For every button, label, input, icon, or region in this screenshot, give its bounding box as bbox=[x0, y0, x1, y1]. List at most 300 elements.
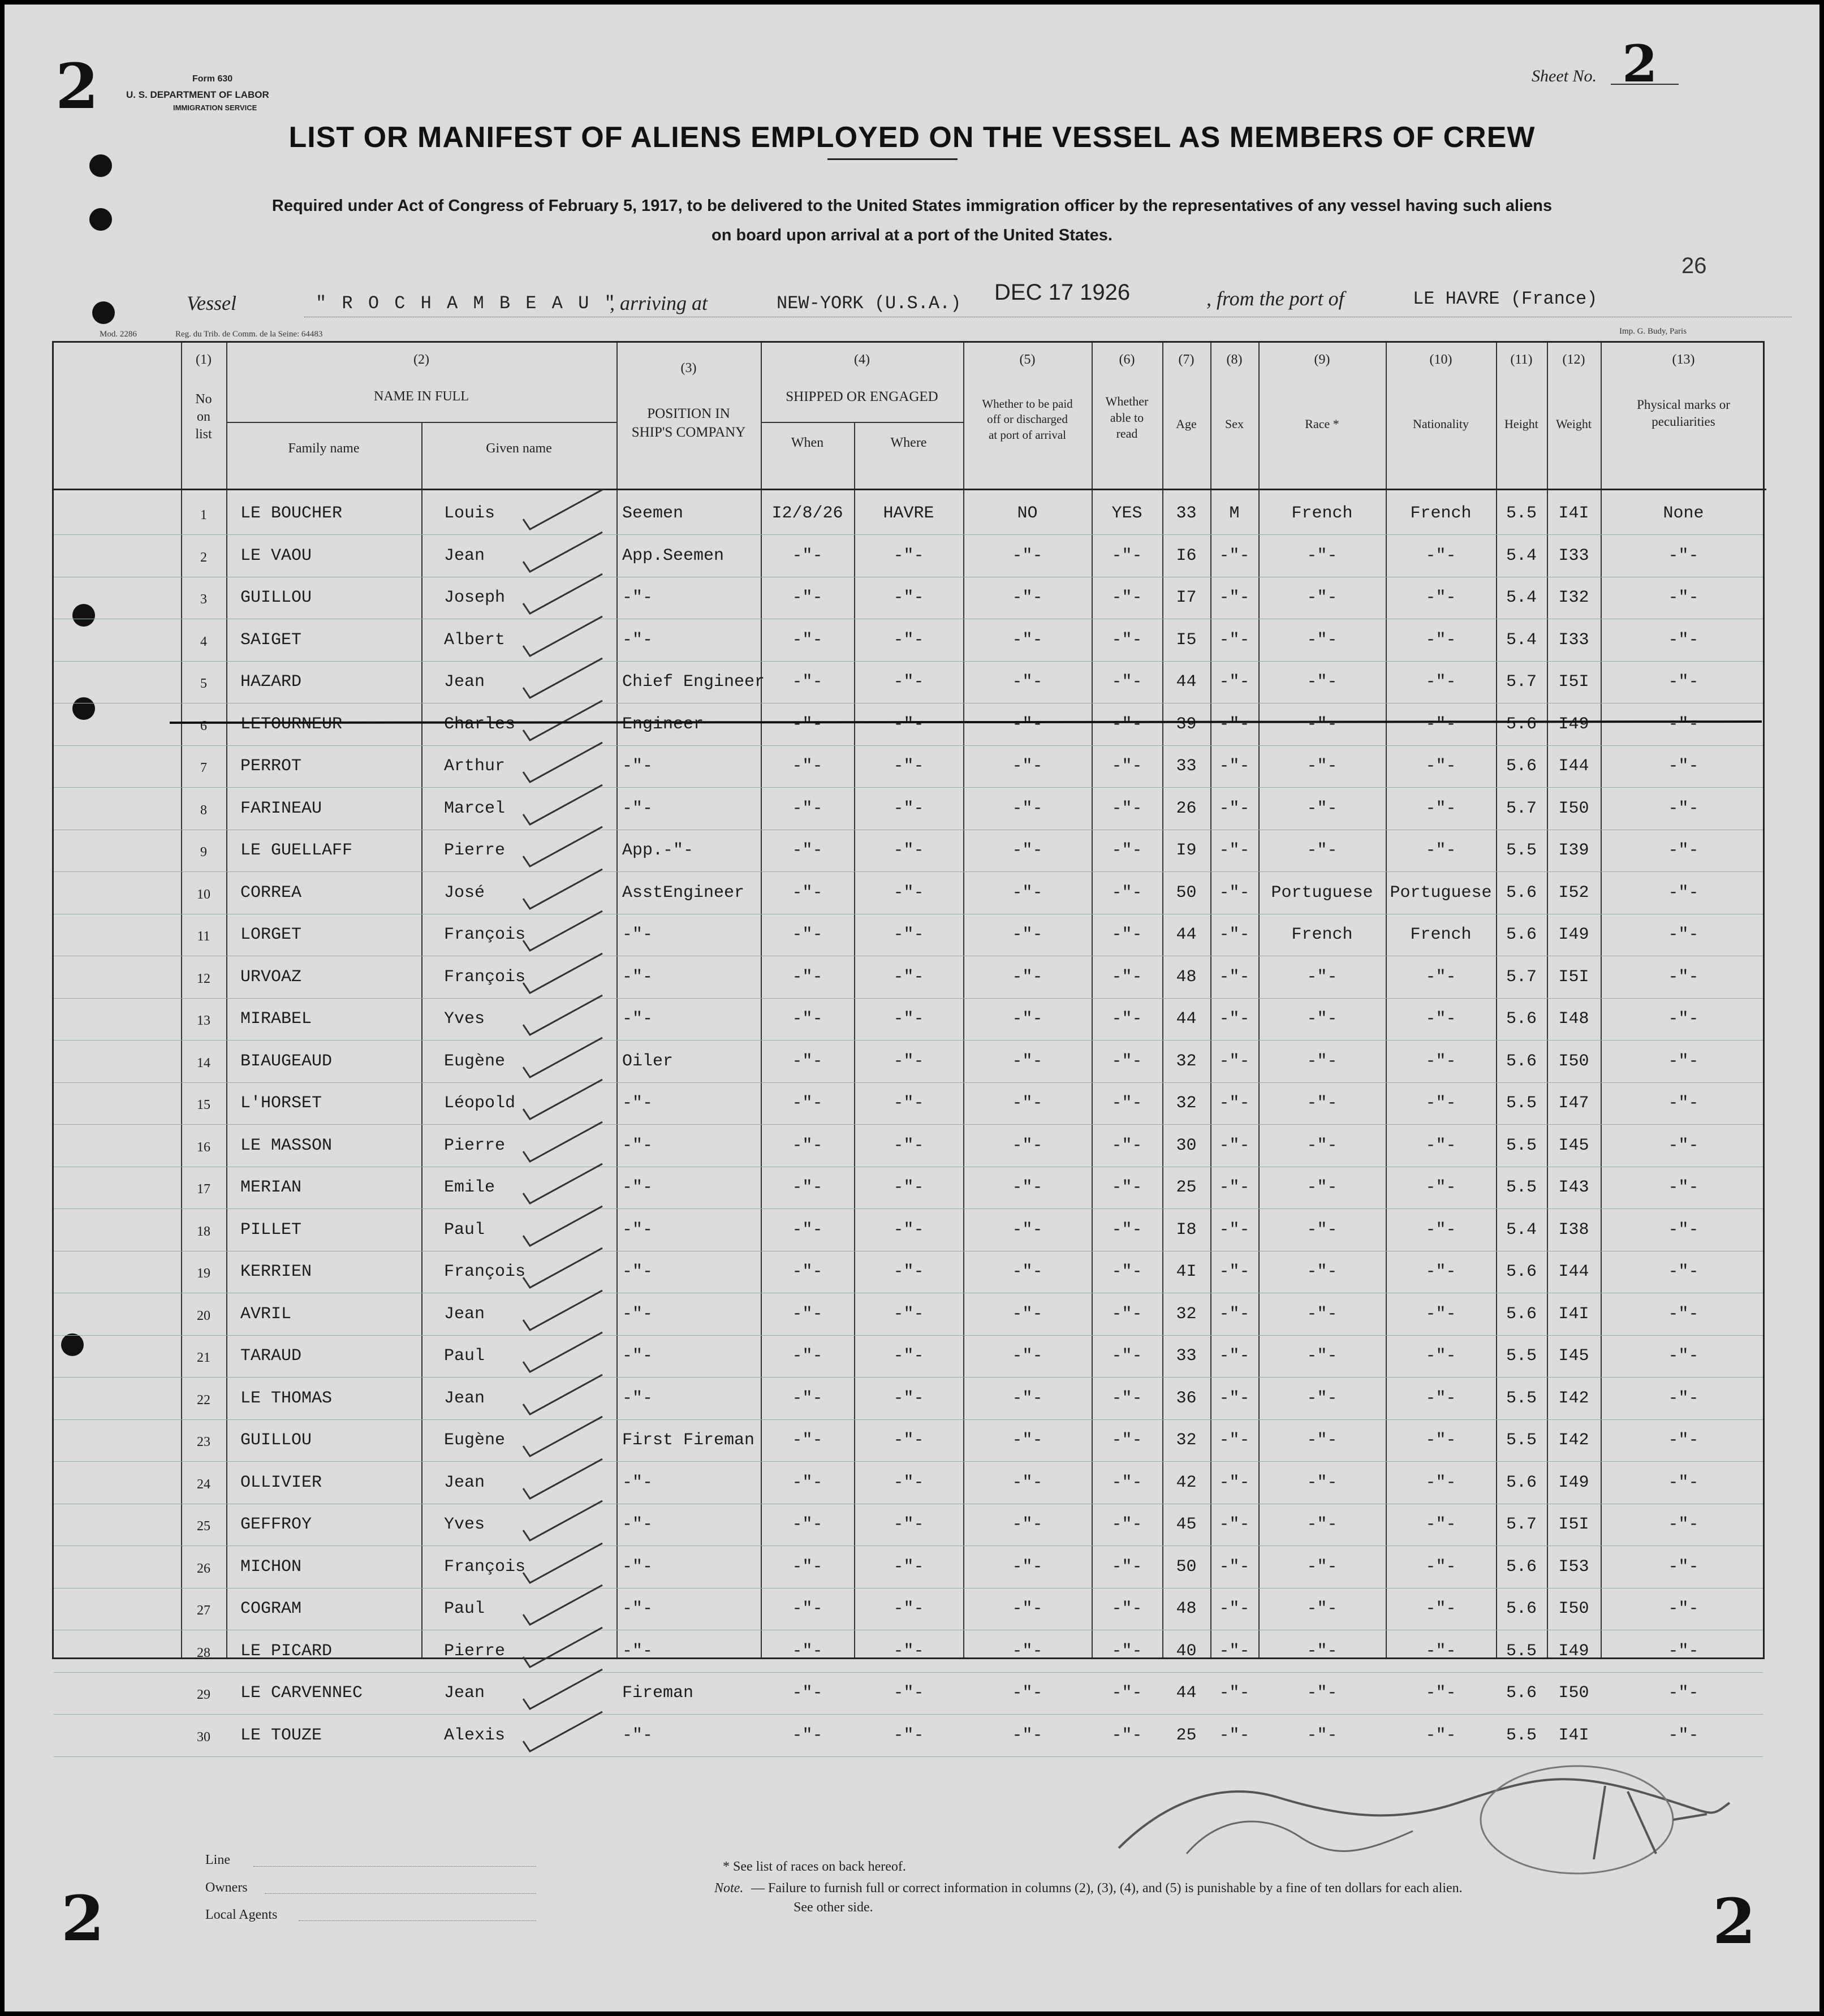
physical-marks: -"- bbox=[1668, 798, 1699, 818]
shipped-where: -"- bbox=[893, 630, 924, 650]
requirement-line-2: on board upon arrival at a port of the United States. bbox=[712, 226, 1112, 244]
shipped-when: -"- bbox=[792, 1641, 823, 1661]
position: App.-"- bbox=[622, 841, 694, 860]
height: 5.7 bbox=[1506, 672, 1537, 692]
weight: I49 bbox=[1558, 1473, 1589, 1492]
shipped-when: -"- bbox=[792, 1346, 823, 1366]
family-name: LE TOUZE bbox=[240, 1725, 322, 1745]
age: I6 bbox=[1176, 546, 1197, 565]
col-sex: Sex bbox=[1225, 417, 1244, 431]
given-name: François bbox=[444, 925, 526, 944]
family-name: HAZARD bbox=[240, 672, 302, 692]
able-to-read: -"- bbox=[1111, 1473, 1142, 1492]
age: 50 bbox=[1176, 1557, 1197, 1577]
col-num-11: (11) bbox=[1510, 352, 1533, 367]
age: 32 bbox=[1176, 1304, 1197, 1324]
nationality: -"- bbox=[1425, 588, 1456, 607]
given-name: Yves bbox=[444, 1515, 485, 1534]
sex: -"- bbox=[1219, 1683, 1250, 1703]
physical-marks: -"- bbox=[1668, 1473, 1699, 1492]
able-to-read: -"- bbox=[1111, 1304, 1142, 1324]
row-number: 16 bbox=[197, 1139, 210, 1155]
height: 5.4 bbox=[1506, 630, 1537, 650]
height: 5.4 bbox=[1506, 546, 1537, 565]
age: 42 bbox=[1176, 1473, 1197, 1492]
position: -"- bbox=[622, 1178, 653, 1197]
physical-marks: -"- bbox=[1668, 1262, 1699, 1281]
nationality: -"- bbox=[1425, 1473, 1456, 1492]
weight: I42 bbox=[1558, 1388, 1589, 1408]
nationality: -"- bbox=[1425, 841, 1456, 860]
col-where: Where bbox=[890, 435, 927, 450]
height: 5.5 bbox=[1506, 841, 1537, 860]
row-number: 28 bbox=[197, 1645, 210, 1660]
weight: I52 bbox=[1558, 883, 1589, 903]
row-number: 14 bbox=[197, 1055, 210, 1070]
given-name: Pierre bbox=[444, 1136, 506, 1155]
sex: -"- bbox=[1219, 1009, 1250, 1029]
physical-marks: -"- bbox=[1668, 1094, 1699, 1113]
height: 5.7 bbox=[1506, 1515, 1537, 1534]
age: I9 bbox=[1176, 841, 1197, 860]
requirement-line-1: Required under Act of Congress of February 5, 1917, to be delivered to the United States immigration officer by the representatives of any vessel having such aliens bbox=[271, 197, 1553, 215]
family-name: LORGET bbox=[240, 925, 302, 944]
sex: -"- bbox=[1219, 546, 1250, 565]
row-rule bbox=[54, 1377, 1763, 1378]
shipped-when: -"- bbox=[792, 1304, 823, 1324]
race: -"- bbox=[1306, 672, 1338, 692]
paid-off: -"- bbox=[1012, 672, 1043, 692]
given-name: Jean bbox=[444, 546, 485, 565]
weight: I4I bbox=[1558, 1725, 1589, 1745]
age: 30 bbox=[1176, 1136, 1197, 1155]
row-number: 19 bbox=[197, 1266, 210, 1281]
paid-off: -"- bbox=[1012, 1346, 1043, 1366]
paid-off: -"- bbox=[1012, 1009, 1043, 1029]
shipped-when: -"- bbox=[792, 1220, 823, 1240]
able-to-read: -"- bbox=[1111, 757, 1142, 776]
family-name: LE MASSON bbox=[240, 1136, 333, 1155]
weight: I47 bbox=[1558, 1094, 1589, 1113]
position: -"- bbox=[622, 1304, 653, 1324]
arriving-label: , arriving at bbox=[610, 292, 708, 314]
shipped-where: -"- bbox=[893, 588, 924, 607]
paid-off: NO bbox=[1017, 504, 1038, 523]
position: -"- bbox=[622, 967, 653, 987]
physical-marks: -"- bbox=[1668, 1178, 1699, 1197]
age: 32 bbox=[1176, 1051, 1197, 1071]
col-able-read: Whether able to read bbox=[1105, 394, 1149, 441]
race: -"- bbox=[1306, 630, 1338, 650]
able-to-read: -"- bbox=[1111, 883, 1142, 903]
height: 5.6 bbox=[1506, 1304, 1537, 1324]
given-name: Emile bbox=[444, 1178, 495, 1197]
weight: I53 bbox=[1558, 1557, 1589, 1577]
department: U. S. DEPARTMENT OF LABOR bbox=[126, 89, 269, 100]
weight: I33 bbox=[1558, 546, 1589, 565]
col-num-5: (5) bbox=[1019, 352, 1036, 367]
family-name: PILLET bbox=[240, 1220, 302, 1240]
row-number: 8 bbox=[200, 802, 207, 818]
given-name: José bbox=[444, 883, 485, 903]
paid-off: -"- bbox=[1012, 1473, 1043, 1492]
shipped-where: -"- bbox=[893, 1473, 924, 1492]
row-number: 25 bbox=[197, 1519, 210, 1534]
family-name: URVOAZ bbox=[240, 967, 302, 987]
sex: -"- bbox=[1219, 883, 1250, 903]
position: -"- bbox=[622, 588, 653, 607]
able-to-read: -"- bbox=[1111, 1641, 1142, 1661]
nationality: -"- bbox=[1425, 1220, 1456, 1240]
family-name: LE GUELLAFF bbox=[240, 841, 353, 860]
race: -"- bbox=[1306, 757, 1338, 776]
shipped-when: -"- bbox=[792, 588, 823, 607]
race: -"- bbox=[1306, 1557, 1338, 1577]
row-number: 22 bbox=[197, 1392, 210, 1408]
given-name: Alexis bbox=[444, 1725, 506, 1745]
physical-marks: -"- bbox=[1668, 1346, 1699, 1366]
race: -"- bbox=[1306, 1388, 1338, 1408]
row-rule bbox=[54, 1714, 1763, 1715]
physical-marks: -"- bbox=[1668, 1683, 1699, 1703]
physical-marks: -"- bbox=[1668, 1009, 1699, 1029]
physical-marks: -"- bbox=[1668, 546, 1699, 565]
race: -"- bbox=[1306, 1009, 1338, 1029]
family-name: LE THOMAS bbox=[240, 1388, 333, 1408]
row-number: 20 bbox=[197, 1308, 210, 1323]
shipped-where: -"- bbox=[893, 1431, 924, 1450]
paid-off: -"- bbox=[1012, 546, 1043, 565]
position: -"- bbox=[622, 1725, 653, 1745]
able-to-read: -"- bbox=[1111, 1346, 1142, 1366]
position: -"- bbox=[622, 798, 653, 818]
col-given-name: Given name bbox=[486, 441, 552, 456]
weight: I49 bbox=[1558, 1641, 1589, 1661]
race-note: * See list of races on back hereof. bbox=[723, 1859, 906, 1874]
sex: -"- bbox=[1219, 1599, 1250, 1618]
given-name: Jean bbox=[444, 1473, 485, 1492]
family-name: KERRIEN bbox=[240, 1262, 312, 1281]
race: -"- bbox=[1306, 546, 1338, 565]
race: -"- bbox=[1306, 1051, 1338, 1071]
arrival-date-stamp: DEC 17 1926 bbox=[994, 280, 1131, 305]
sex: -"- bbox=[1219, 588, 1250, 607]
age: I7 bbox=[1176, 588, 1197, 607]
col-physical: Physical marks or peculiarities bbox=[1637, 398, 1730, 429]
position: -"- bbox=[622, 1009, 653, 1029]
nationality: -"- bbox=[1425, 1051, 1456, 1071]
age: 25 bbox=[1176, 1725, 1197, 1745]
from-port-label: , from the port of bbox=[1206, 287, 1344, 310]
sheet-number: 2 bbox=[1622, 34, 1658, 94]
row-rule bbox=[54, 1208, 1763, 1209]
sex: -"- bbox=[1219, 1557, 1250, 1577]
able-to-read: -"- bbox=[1111, 1431, 1142, 1450]
race: -"- bbox=[1306, 798, 1338, 818]
row-rule bbox=[54, 1461, 1763, 1462]
paid-off: -"- bbox=[1012, 798, 1043, 818]
weight: I33 bbox=[1558, 630, 1589, 650]
age: 44 bbox=[1176, 925, 1197, 944]
shipped-when: -"- bbox=[792, 672, 823, 692]
given-name: Jean bbox=[444, 1304, 485, 1324]
footer-agents-rule bbox=[299, 1920, 536, 1921]
paid-off: -"- bbox=[1012, 714, 1043, 734]
family-name: MERIAN bbox=[240, 1178, 302, 1197]
race: -"- bbox=[1306, 1220, 1338, 1240]
paid-off: -"- bbox=[1012, 841, 1043, 860]
nationality: -"- bbox=[1425, 967, 1456, 987]
family-name: BIAUGEAUD bbox=[240, 1051, 333, 1071]
height: 5.7 bbox=[1506, 798, 1537, 818]
paid-off: -"- bbox=[1012, 1515, 1043, 1534]
height: 5.6 bbox=[1506, 714, 1537, 734]
col-num-1: (1) bbox=[196, 352, 212, 367]
given-name: Marcel bbox=[444, 798, 506, 818]
position: -"- bbox=[622, 1388, 653, 1408]
shipped-when: -"- bbox=[792, 1515, 823, 1534]
corner-mark-top-left: 2 bbox=[55, 50, 99, 123]
weight: I48 bbox=[1558, 1009, 1589, 1029]
family-name: CORREA bbox=[240, 883, 302, 903]
position: -"- bbox=[622, 1094, 653, 1113]
shipped-where: -"- bbox=[893, 757, 924, 776]
height: 5.7 bbox=[1506, 967, 1537, 987]
nationality: -"- bbox=[1425, 714, 1456, 734]
race: -"- bbox=[1306, 1304, 1338, 1324]
footer-line-rule bbox=[253, 1866, 536, 1867]
paid-off: -"- bbox=[1012, 757, 1043, 776]
age: I5 bbox=[1176, 630, 1197, 650]
row-rule bbox=[54, 787, 1763, 788]
height: 5.6 bbox=[1506, 1051, 1537, 1071]
col-num-13: (13) bbox=[1672, 352, 1695, 367]
race: -"- bbox=[1306, 1262, 1338, 1281]
shipped-when: -"- bbox=[792, 1388, 823, 1408]
shipped-where: -"- bbox=[893, 1557, 924, 1577]
given-name: Paul bbox=[444, 1346, 485, 1366]
row-rule bbox=[54, 1419, 1763, 1420]
paid-off: -"- bbox=[1012, 1557, 1043, 1577]
note-text: — Failure to furnish full or correct information in columns (2), (3), (4), and (5) is punishable by a fine of ten dollars for each alien. bbox=[751, 1881, 1463, 1896]
position: Chief Engineer bbox=[622, 672, 765, 692]
nationality: -"- bbox=[1425, 1094, 1456, 1113]
row-number: 7 bbox=[200, 761, 207, 775]
sex: -"- bbox=[1219, 1220, 1250, 1240]
row-number: 15 bbox=[197, 1098, 210, 1112]
paid-off: -"- bbox=[1012, 1641, 1043, 1661]
able-to-read: -"- bbox=[1111, 672, 1142, 692]
paid-off: -"- bbox=[1012, 630, 1043, 650]
sex: -"- bbox=[1219, 798, 1250, 818]
height: 5.6 bbox=[1506, 1683, 1537, 1703]
row-number: 1 bbox=[200, 508, 207, 523]
col-num-6: (6) bbox=[1119, 352, 1135, 367]
height: 5.4 bbox=[1506, 1220, 1537, 1240]
shipped-where: -"- bbox=[893, 1051, 924, 1071]
shipped-when: -"- bbox=[792, 630, 823, 650]
race: -"- bbox=[1306, 1136, 1338, 1155]
col-num-12: (12) bbox=[1562, 352, 1585, 367]
col-name-in-full: NAME IN FULL bbox=[374, 389, 469, 404]
able-to-read: -"- bbox=[1111, 546, 1142, 565]
shipped-when: -"- bbox=[792, 1094, 823, 1113]
race: French bbox=[1291, 504, 1353, 523]
position: -"- bbox=[622, 1473, 653, 1492]
position: -"- bbox=[622, 1220, 653, 1240]
nationality: -"- bbox=[1425, 1557, 1456, 1577]
title-underline bbox=[827, 158, 958, 160]
arrival-port: NEW-YORK (U.S.A.) bbox=[777, 293, 961, 314]
age: 40 bbox=[1176, 1641, 1197, 1661]
weight: I42 bbox=[1558, 1431, 1589, 1450]
col-shipped: SHIPPED OR ENGAGED bbox=[786, 389, 938, 404]
sex: -"- bbox=[1219, 1094, 1250, 1113]
able-to-read: -"- bbox=[1111, 1178, 1142, 1197]
given-name: Joseph bbox=[444, 588, 506, 607]
row-number: 10 bbox=[197, 887, 210, 902]
nationality: -"- bbox=[1425, 672, 1456, 692]
page-note: 26 bbox=[1681, 253, 1707, 278]
age: 33 bbox=[1176, 504, 1197, 523]
race: -"- bbox=[1306, 1346, 1338, 1366]
nationality: -"- bbox=[1425, 1431, 1456, 1450]
sex: -"- bbox=[1219, 967, 1250, 987]
weight: I49 bbox=[1558, 714, 1589, 734]
vessel-name: " R O C H A M B E A U " bbox=[316, 293, 618, 314]
sex: -"- bbox=[1219, 630, 1250, 650]
note-label: Note. bbox=[714, 1881, 744, 1896]
weight: I5I bbox=[1558, 672, 1589, 692]
col-family-name: Family name bbox=[288, 441, 360, 456]
given-name: Jean bbox=[444, 1388, 485, 1408]
col-height: Height bbox=[1504, 417, 1538, 431]
shipped-when: -"- bbox=[792, 1557, 823, 1577]
age: 26 bbox=[1176, 798, 1197, 818]
family-name: AVRIL bbox=[240, 1304, 292, 1324]
family-name: MICHON bbox=[240, 1557, 302, 1577]
height: 5.6 bbox=[1506, 1599, 1537, 1618]
race: -"- bbox=[1306, 1725, 1338, 1745]
weight: I45 bbox=[1558, 1346, 1589, 1366]
position: -"- bbox=[622, 630, 653, 650]
height: 5.4 bbox=[1506, 588, 1537, 607]
nationality: Portuguese bbox=[1390, 883, 1492, 903]
position: -"- bbox=[622, 1641, 653, 1661]
paid-off: -"- bbox=[1012, 1178, 1043, 1197]
physical-marks: -"- bbox=[1668, 1641, 1699, 1661]
sex: -"- bbox=[1219, 757, 1250, 776]
paid-off: -"- bbox=[1012, 1220, 1043, 1240]
row-number: 17 bbox=[197, 1182, 210, 1197]
shipped-where: -"- bbox=[893, 672, 924, 692]
family-name: OLLIVIER bbox=[240, 1473, 322, 1492]
sex: M bbox=[1229, 504, 1240, 523]
able-to-read: -"- bbox=[1111, 798, 1142, 818]
family-name: FARINEAU bbox=[240, 798, 322, 818]
physical-marks: -"- bbox=[1668, 588, 1699, 607]
sex: -"- bbox=[1219, 1262, 1250, 1281]
position: Fireman bbox=[622, 1683, 694, 1703]
nationality: French bbox=[1410, 504, 1472, 523]
paid-off: -"- bbox=[1012, 1725, 1043, 1745]
printer: Imp. G. Budy, Paris bbox=[1619, 327, 1687, 336]
row-rule bbox=[54, 871, 1763, 872]
physical-marks: -"- bbox=[1668, 1599, 1699, 1618]
shipped-where: -"- bbox=[893, 1725, 924, 1745]
given-name: Pierre bbox=[444, 1641, 506, 1661]
shipped-when: -"- bbox=[792, 1725, 823, 1745]
able-to-read: -"- bbox=[1111, 925, 1142, 944]
age: 32 bbox=[1176, 1431, 1197, 1450]
col-race: Race * bbox=[1305, 417, 1339, 431]
nationality: -"- bbox=[1425, 1346, 1456, 1366]
service: IMMIGRATION SERVICE bbox=[173, 103, 257, 112]
nationality: -"- bbox=[1425, 1599, 1456, 1618]
col-num-9: (9) bbox=[1314, 352, 1330, 367]
row-number: 12 bbox=[197, 971, 210, 986]
shipped-when: I2/8/26 bbox=[771, 504, 843, 523]
family-name: COGRAM bbox=[240, 1599, 302, 1618]
sex: -"- bbox=[1219, 1136, 1250, 1155]
position: -"- bbox=[622, 1262, 653, 1281]
given-name: Paul bbox=[444, 1599, 485, 1618]
row-rule bbox=[54, 534, 1763, 535]
position: -"- bbox=[622, 1136, 653, 1155]
able-to-read: -"- bbox=[1111, 1725, 1142, 1745]
shipped-when: -"- bbox=[792, 1051, 823, 1071]
physical-marks: -"- bbox=[1668, 1388, 1699, 1408]
age: 33 bbox=[1176, 757, 1197, 776]
weight: I5I bbox=[1558, 967, 1589, 987]
age: 45 bbox=[1176, 1515, 1197, 1534]
manifest-sheet bbox=[5, 5, 1819, 2011]
able-to-read: -"- bbox=[1111, 1220, 1142, 1240]
physical-marks: -"- bbox=[1668, 714, 1699, 734]
age: 25 bbox=[1176, 1178, 1197, 1197]
nationality: -"- bbox=[1425, 798, 1456, 818]
position: -"- bbox=[622, 1515, 653, 1534]
row-number: 26 bbox=[197, 1561, 210, 1576]
able-to-read: -"- bbox=[1111, 1136, 1142, 1155]
nationality: -"- bbox=[1425, 1262, 1456, 1281]
family-name: LE BOUCHER bbox=[240, 504, 343, 523]
given-name: Paul bbox=[444, 1220, 485, 1240]
shipped-when: -"- bbox=[792, 1136, 823, 1155]
nationality: -"- bbox=[1425, 1641, 1456, 1661]
shipped-when: -"- bbox=[792, 1178, 823, 1197]
sex: -"- bbox=[1219, 925, 1250, 944]
age: 50 bbox=[1176, 883, 1197, 903]
able-to-read: -"- bbox=[1111, 967, 1142, 987]
family-name: PERROT bbox=[240, 757, 302, 776]
row-number: 23 bbox=[197, 1435, 210, 1449]
height: 5.6 bbox=[1506, 1473, 1537, 1492]
given-name: Léopold bbox=[444, 1094, 516, 1113]
check-mark bbox=[518, 1706, 608, 1757]
crew-table bbox=[52, 341, 1765, 1745]
row-rule bbox=[54, 998, 1763, 999]
given-name: Eugène bbox=[444, 1051, 506, 1071]
nationality: -"- bbox=[1425, 1009, 1456, 1029]
col-position: POSITION IN SHIP'S COMPANY bbox=[631, 406, 746, 440]
shipped-when: -"- bbox=[792, 546, 823, 565]
race: -"- bbox=[1306, 1683, 1338, 1703]
row-number: 11 bbox=[197, 929, 210, 944]
weight: I4I bbox=[1558, 1304, 1589, 1324]
punch-hole bbox=[92, 301, 115, 324]
weight: I50 bbox=[1558, 1683, 1589, 1703]
